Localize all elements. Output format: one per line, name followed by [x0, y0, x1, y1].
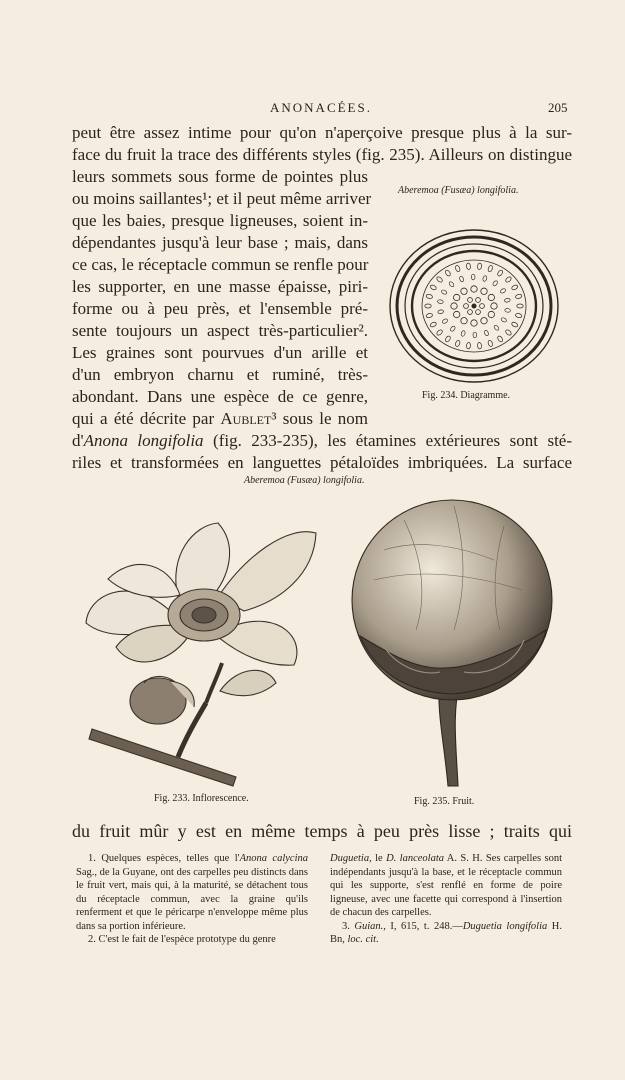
diagram-carpel	[471, 320, 477, 326]
body-line: peut être assez intime pour qu'on n'aperçoive presque plus à la sur-	[72, 123, 572, 142]
diagram-stamen	[505, 276, 512, 283]
diagram-stamen	[515, 294, 522, 299]
footnotes-left	[76, 852, 308, 947]
diagram-stamen	[444, 269, 451, 277]
fig233-caption: Fig. 233. Inflorescence.	[154, 793, 249, 804]
fig235-fruit	[344, 500, 560, 790]
diagram-carpel	[481, 318, 487, 324]
body-line: d'un embryon charnu et ruminé, très-	[72, 365, 368, 384]
diagram-stamen	[430, 284, 438, 291]
body-line: forme ou à peu près, et l'ensemble pré-	[72, 299, 368, 318]
diagram-carpel	[461, 318, 467, 324]
diagram-stamen	[493, 324, 499, 331]
body-line: sente toujours un aspect très-particulier².	[72, 321, 368, 340]
diagram-stamen	[473, 332, 477, 338]
diagram-stamen	[492, 280, 498, 287]
footnote-3: 3. Guian., I, 615, t. 248.—Duguetia longifolia H. Bn, loc. cit.	[330, 920, 562, 945]
fig235-caption: Fig. 235. Fruit.	[414, 796, 475, 807]
fig234-caption: Fig. 234. Diagramme.	[422, 390, 511, 401]
body-line: ou moins saillantes¹; et il peut même arriver	[72, 189, 372, 208]
page-number: 205	[548, 100, 568, 115]
diagram-stamen	[442, 318, 449, 324]
footnote-2: 2. C'est le fait de l'espèce prototype du genre	[88, 934, 276, 945]
diagram-stamen	[487, 265, 493, 272]
footnote-1: 1. Quelques espèces, telles que l'Anona calycina Sag., de la Guyane, ont des carpelles peu distincts dans le fruit vert, mais qui, à la maturité, se détachent tous du réceptacle commun, avec la graine qu'ils renferment et que le péricarpe n'enveloppe même plus dans sa portion inférieure.	[76, 853, 309, 932]
diagram-carpel	[453, 294, 459, 300]
diagram-carpel	[453, 311, 459, 317]
diagram-carpel	[480, 304, 485, 309]
species-name: Anona longifolia	[83, 431, 204, 450]
running-title: ANONACÉES.	[270, 100, 372, 115]
body-line: face du fruit la trace des différents styles (fig. 235). Ailleurs on distingue	[72, 145, 572, 164]
diagram-stamen	[437, 299, 443, 303]
diagram-stamen	[477, 342, 482, 349]
diagram-stamen	[500, 288, 507, 294]
body-line: les supporter, en une masse épaisse, piri-	[72, 277, 368, 296]
diagram-stamen	[515, 313, 522, 318]
diagram-carpel	[488, 311, 494, 317]
diagram-stamen	[425, 304, 431, 308]
diagram-stamen	[497, 335, 504, 343]
diagram-stamen	[511, 284, 519, 291]
diagram-stamen	[430, 321, 438, 328]
diagram-stamen	[505, 308, 511, 312]
diagram-stamen	[436, 329, 443, 336]
diagram-carpel	[468, 310, 473, 315]
body-line: riles et transformées en languettes pétaloïdes imbriquées. La surface	[72, 453, 572, 472]
diagram-carpel	[488, 294, 494, 300]
fig234-diagram	[386, 226, 562, 386]
body-line: dépendantes jusqu'à leur base ; mais, dans	[72, 233, 368, 252]
footnotes-right	[330, 852, 562, 947]
diagram-stamen	[466, 263, 471, 270]
figure-group-title: Aberemoa (Fusæa) longifolia.	[244, 475, 365, 486]
diagram-stamen	[511, 321, 519, 328]
diagram-stamen	[448, 281, 454, 288]
diagram-stamen	[517, 304, 523, 308]
body-line: abondant. Dans une espèce de ce genre,	[72, 387, 368, 406]
diagram-stamen	[504, 298, 510, 303]
fig233-inflorescence	[68, 515, 323, 787]
diagram-center	[472, 304, 476, 308]
diagram-stamen	[482, 275, 487, 281]
diagram-carpel	[451, 303, 457, 309]
diagram-stamen	[484, 330, 489, 337]
diagram-stamen	[501, 317, 508, 323]
diagram-stamen	[441, 289, 448, 295]
body-line: d'Anona longifolia (fig. 233-235), les étamines extérieures sont sté-	[72, 431, 573, 450]
diagram-stamen	[444, 335, 451, 343]
diagram-stamen	[426, 313, 433, 318]
diagram-stamen	[450, 325, 456, 332]
diagram-stamen	[487, 340, 493, 347]
body-line: du fruit mûr y est en même temps à peu près lisse ; traits qui	[72, 821, 572, 841]
diagram-stamen	[471, 274, 475, 280]
author-name: Aublet	[220, 409, 272, 428]
diagram-stamen	[477, 263, 482, 270]
diagram-carpel	[468, 298, 473, 303]
diagram-carpel	[461, 288, 467, 294]
diagram-stamen	[505, 329, 512, 336]
diagram-carpel	[476, 310, 481, 315]
diagram-stamen	[466, 342, 471, 349]
diagram-stamen	[426, 294, 433, 299]
diagram-stamen	[455, 265, 461, 272]
diagram-stamen	[459, 276, 464, 283]
diagram-stamen	[436, 276, 443, 283]
fig234-title: Aberemoa (Fusæa) longifolia.	[398, 185, 519, 196]
body-line: leurs sommets sous forme de pointes plus	[72, 167, 368, 186]
body-line: qui a été décrite par Aublet³ sous le nom	[72, 409, 368, 428]
diagram-carpel	[491, 303, 497, 309]
diagram-stamen	[461, 330, 466, 336]
diagram-carpel	[476, 298, 481, 303]
body-line: que les baies, presque ligneuses, soient in-	[72, 211, 368, 230]
footnote-2-continued: Duguetia, le D. lanceolata A. S. H. Ses carpelles sont indépendants jusqu'à la base, et le réceptacle commun qui les supporte, s'est renflé en forme de poire ligneuse, avec une facette qui correspond à l'insertion de chacun des carpelles.	[330, 853, 563, 918]
diagram-stamen	[438, 309, 444, 314]
diagram-carpel	[471, 286, 477, 292]
diagram-carpel	[464, 304, 469, 309]
diagram-stamen	[455, 340, 461, 347]
body-line: Les graines sont pourvues d'un arille et	[72, 343, 368, 362]
diagram-stamen	[497, 269, 504, 277]
diagram-carpel	[481, 288, 487, 294]
body-line: ce cas, le réceptacle commun se renfle pour	[72, 255, 369, 274]
